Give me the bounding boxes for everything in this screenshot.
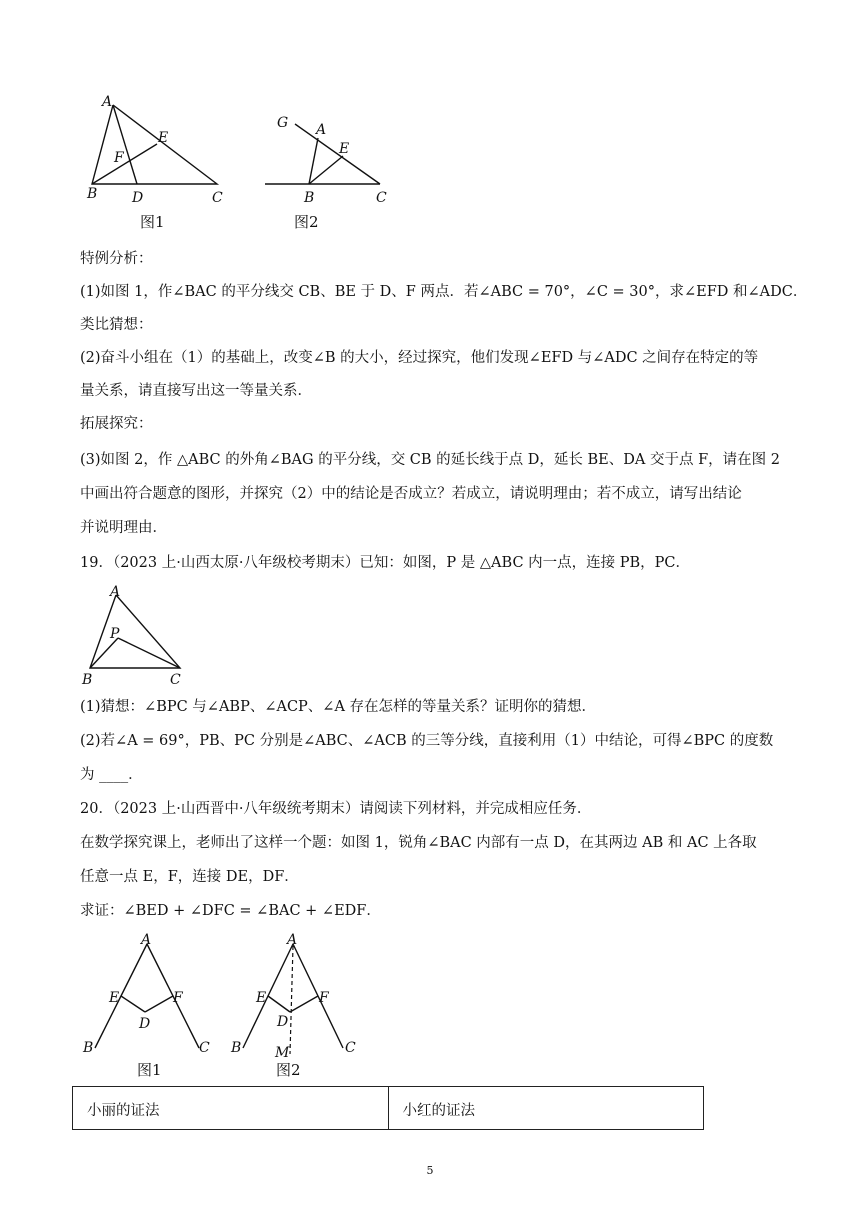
fig1-label-D: D [132, 190, 144, 206]
question-3-line-1: (3)如图 2，作 △ABC 的外角∠BAG 的平分线，交 CB 的延长线于点 D，延长 BE、DA 交于点 F，请在图 2 [80, 452, 780, 468]
problem-19-q1: (1)猜想：∠BPC 与∠ABP、∠ACP、∠A 存在怎样的等量关系？证明你的猜想． [80, 699, 597, 715]
fig1-label-F: F [114, 150, 124, 166]
table-cell-xiaoli: 小丽的证法 [87, 1103, 160, 1119]
question-2-line-2: 量关系，请直接写出这一等量关系． [80, 383, 312, 399]
bfig2-label-A: A [287, 932, 298, 948]
fig1-caption: 图1 [140, 213, 165, 231]
question-3-line-2: 中画出符合题意的图形，并探究（2）中的结论是否成立？若成立，请说明理由；若不成立，请写出结论 [80, 486, 742, 502]
figp-label-B: B [82, 672, 93, 688]
bfig1-caption: 图1 [137, 1061, 162, 1079]
problem-19-q2-line-1: (2)若∠A = 69°，PB、PC 分别是∠ABC、∠ACB 的三等分线，直接利用（1）中结论，可得∠BPC 的度数 [80, 733, 774, 749]
question-2-line-1: (2)奋斗小组在（1）的基础上，改变∠B 的大小，经过探究，他们发现∠EFD 与∠ADC 之间存在特定的等 [80, 350, 759, 366]
bfig1-label-D: D [139, 1016, 151, 1032]
table-cell-xiaohong: 小红的证法 [388, 1087, 704, 1129]
figp-label-C: C [170, 672, 181, 688]
bfig2-label-D: D [277, 1014, 289, 1030]
fig1-label-E: E [158, 130, 169, 146]
bfig2-label-E: E [256, 990, 267, 1006]
fig2-label-E: E [339, 141, 350, 157]
problem-19-q2-line-2: 为 ____． [80, 767, 143, 783]
fig2-label-B: B [304, 190, 315, 206]
bfig1-label-E: E [109, 990, 120, 1006]
heading-extension: 拓展探究： [80, 416, 153, 432]
heading-analogy: 类比猜想： [80, 317, 153, 333]
fig1-label-C: C [212, 190, 223, 206]
bfig2-label-B: B [231, 1040, 242, 1056]
figure-1-top [80, 90, 410, 235]
fig1-label-A: A [102, 94, 113, 110]
proof-table [72, 1086, 704, 1130]
figure-2-bottom [75, 930, 375, 1080]
bfig2-caption: 图2 [276, 1061, 301, 1079]
heading-special-case: 特例分析： [80, 251, 153, 267]
fig1-label-B: B [87, 186, 98, 202]
bfig1-label-B: B [83, 1040, 94, 1056]
bfig2-label-M: M [275, 1045, 290, 1061]
fig2-label-G: G [277, 115, 289, 131]
question-3-line-3: 并说明理由． [80, 520, 167, 536]
bfig1-label-F: F [173, 990, 183, 1006]
fig2-label-C: C [376, 190, 387, 206]
problem-20-text-1: 在数学探究课上，老师出了这样一个题：如图 1，锐角∠BAC 内部有一点 D，在其两边 AB 和 AC 上各取 [80, 835, 757, 851]
figure-triangle-p [80, 580, 200, 690]
problem-19-header: 19．（2023 上·山西太原·八年级校考期末）已知：如图，P 是 △ABC 内一点，连接 PB，PC． [80, 555, 691, 571]
fig2-label-A: A [316, 122, 327, 138]
page-number: 5 [426, 1164, 434, 1177]
question-1: (1)如图 1，作∠BAC 的平分线交 CB、BE 于 D、F 两点．若∠ABC = 70°，∠C = 30°，求∠EFD 和∠ADC． [80, 284, 808, 300]
problem-20-text-2: 任意一点 E，F，连接 DE，DF． [80, 869, 299, 885]
problem-20-prove: 求证：∠BED + ∠DFC = ∠BAC + ∠EDF． [80, 903, 381, 919]
bfig2-label-F: F [319, 990, 329, 1006]
figp-label-A: A [110, 584, 121, 600]
bfig1-label-A: A [141, 932, 152, 948]
bfig2-label-C: C [345, 1040, 356, 1056]
figp-label-P: P [110, 626, 120, 642]
fig2-caption: 图2 [294, 213, 319, 231]
problem-20-header: 20．（2023 上·山西晋中·八年级统考期末）请阅读下列材料，并完成相应任务． [80, 801, 592, 817]
bfig1-label-C: C [199, 1040, 210, 1056]
